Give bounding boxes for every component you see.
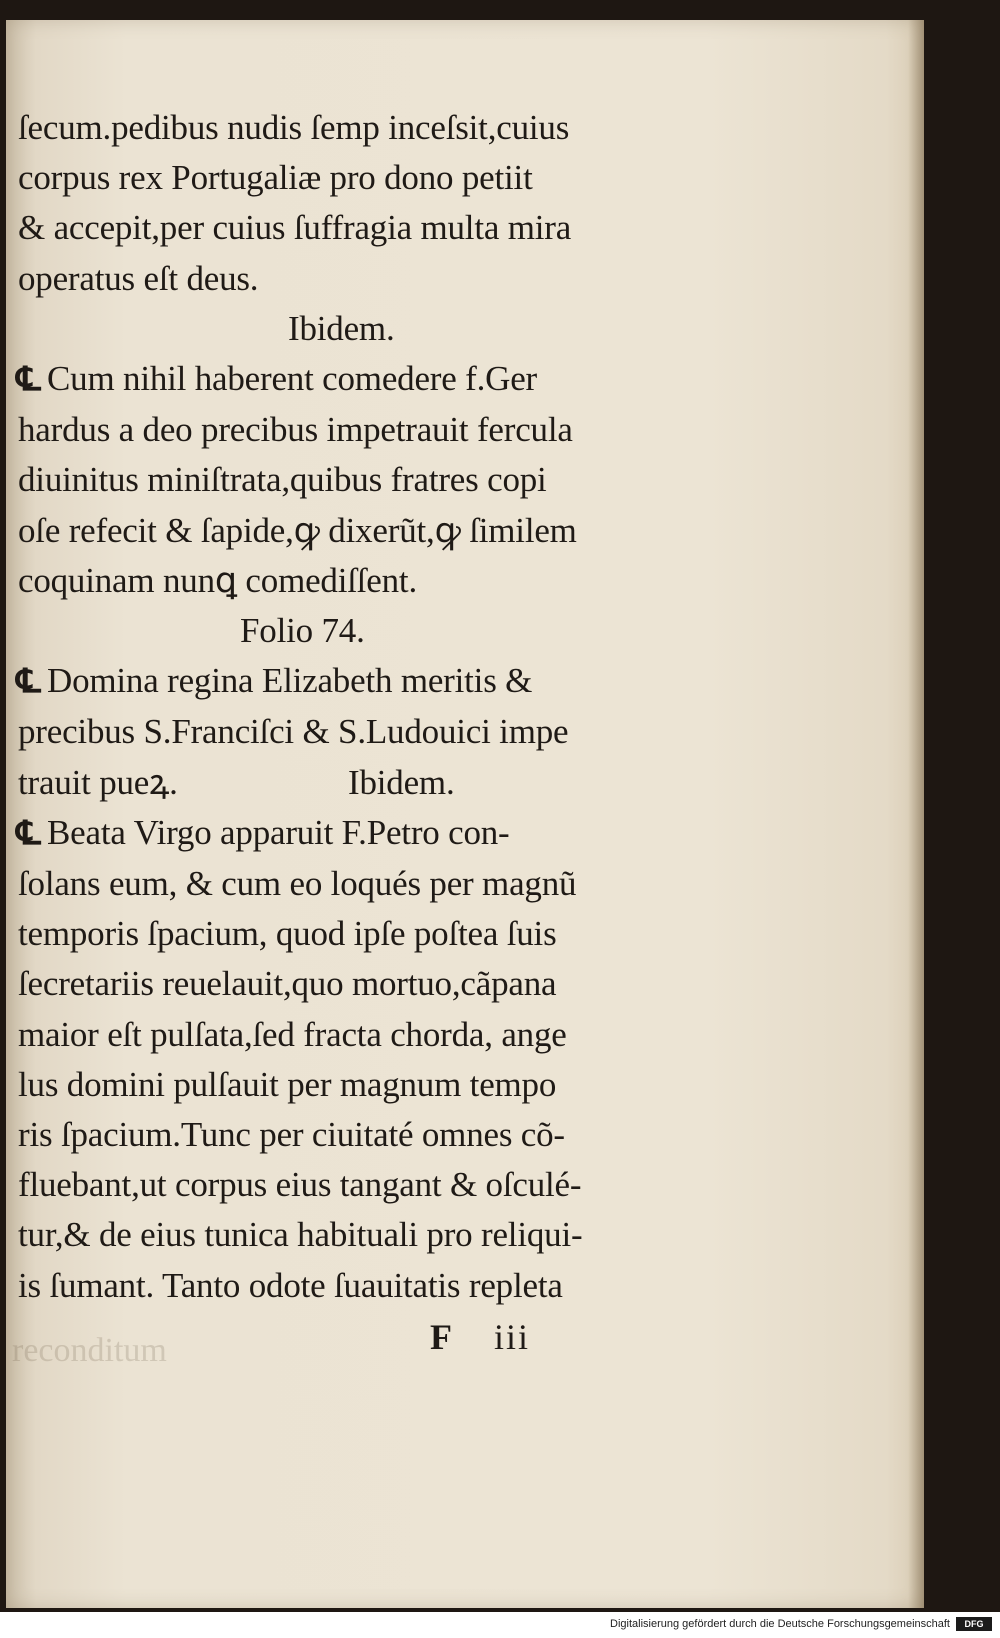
page-edge-shadow <box>908 20 924 1608</box>
pilcrow-icon: ℄ <box>16 815 41 852</box>
text-line-3: & accepit,per cuius ſuffragia multa mira <box>18 208 572 248</box>
para-2-line-2: hardus a deo precibus impetrauit fercula <box>18 410 573 450</box>
bleed-through-text: reconditum <box>12 1332 167 1369</box>
para-2-line-4: oſe refecit & ſapide,ꝙ dixerũt,ꝙ ſimilem <box>18 510 577 550</box>
para-4-line-5: maior eſt pulſata,ſed fracta chorda, ange <box>18 1014 567 1054</box>
para-4-line-9: tur,& de eius tunica habituali pro reliqui- <box>18 1215 583 1255</box>
para-2-line-1: ℄ Cum nihil haberent comedere f.Ger <box>18 354 708 405</box>
footer-bar <box>0 1612 1000 1638</box>
para-4-line-4: ſecretariis reuelauit,quo mortuo,cãpana <box>18 964 557 1004</box>
para-4-line-8: fluebant,ut corpus eius tangant & oſculé- <box>18 1165 582 1205</box>
text-line-2: corpus rex Portugaliæ pro dono petiit <box>18 158 533 198</box>
para-4-line-3: temporis ſpacium, quod ipſe poſtea ſuis <box>18 914 557 954</box>
para-2-line-3: diuinitus miniſtrata,quibus fratres copi <box>18 460 547 500</box>
para-4-line-6: lus domini pulſauit per magnum tempo <box>18 1064 557 1104</box>
text-line-1: ſecum.pedibus nudis ſemp inceſsit,cuius <box>18 108 570 147</box>
text-line-4: operatus eſt deus. <box>18 258 259 298</box>
signature-letter: F <box>430 1317 454 1357</box>
para-4-line-2: ſolans eum, & cum eo loqués per magnũ <box>18 864 577 904</box>
para-4-line-1: ℄ Beata Virgo apparuit F.Petro con- <box>18 808 708 859</box>
para-3-end: trauit pueꝝ. <box>18 762 178 802</box>
heading-ibidem-1: Ibidem. <box>288 308 395 348</box>
para-3-line-1: ℄ Domina regina Elizabeth meritis & <box>18 656 708 707</box>
dfg-logo: DFG <box>956 1617 992 1631</box>
heading-folio: Folio 74. <box>240 611 365 651</box>
para-3-line-3 <box>18 758 708 808</box>
para-4-line-10: is ſumant. Tanto odote ſuauitatis repleta <box>18 1265 563 1305</box>
para-4-line-7: ris ſpacium.Tunc per ciuitaté omnes cõ- <box>18 1115 565 1155</box>
pilcrow-icon: ℄ <box>16 664 41 701</box>
funding-credit: Digitalisierung gefördert durch die Deutsche Forschungsgemeinschaft <box>610 1618 950 1630</box>
signature-number: iii <box>494 1317 531 1357</box>
para-3-line-2: precibus S.Franciſci & S.Ludouici impe <box>18 712 569 752</box>
para-2-line-5: coquinam nunꝗ comediſſent. <box>18 560 418 600</box>
signature-mark <box>430 1316 530 1358</box>
pilcrow-icon: ℄ <box>16 362 41 399</box>
heading-ibidem-2: Ibidem. <box>348 762 455 802</box>
page-text <box>18 103 708 1311</box>
